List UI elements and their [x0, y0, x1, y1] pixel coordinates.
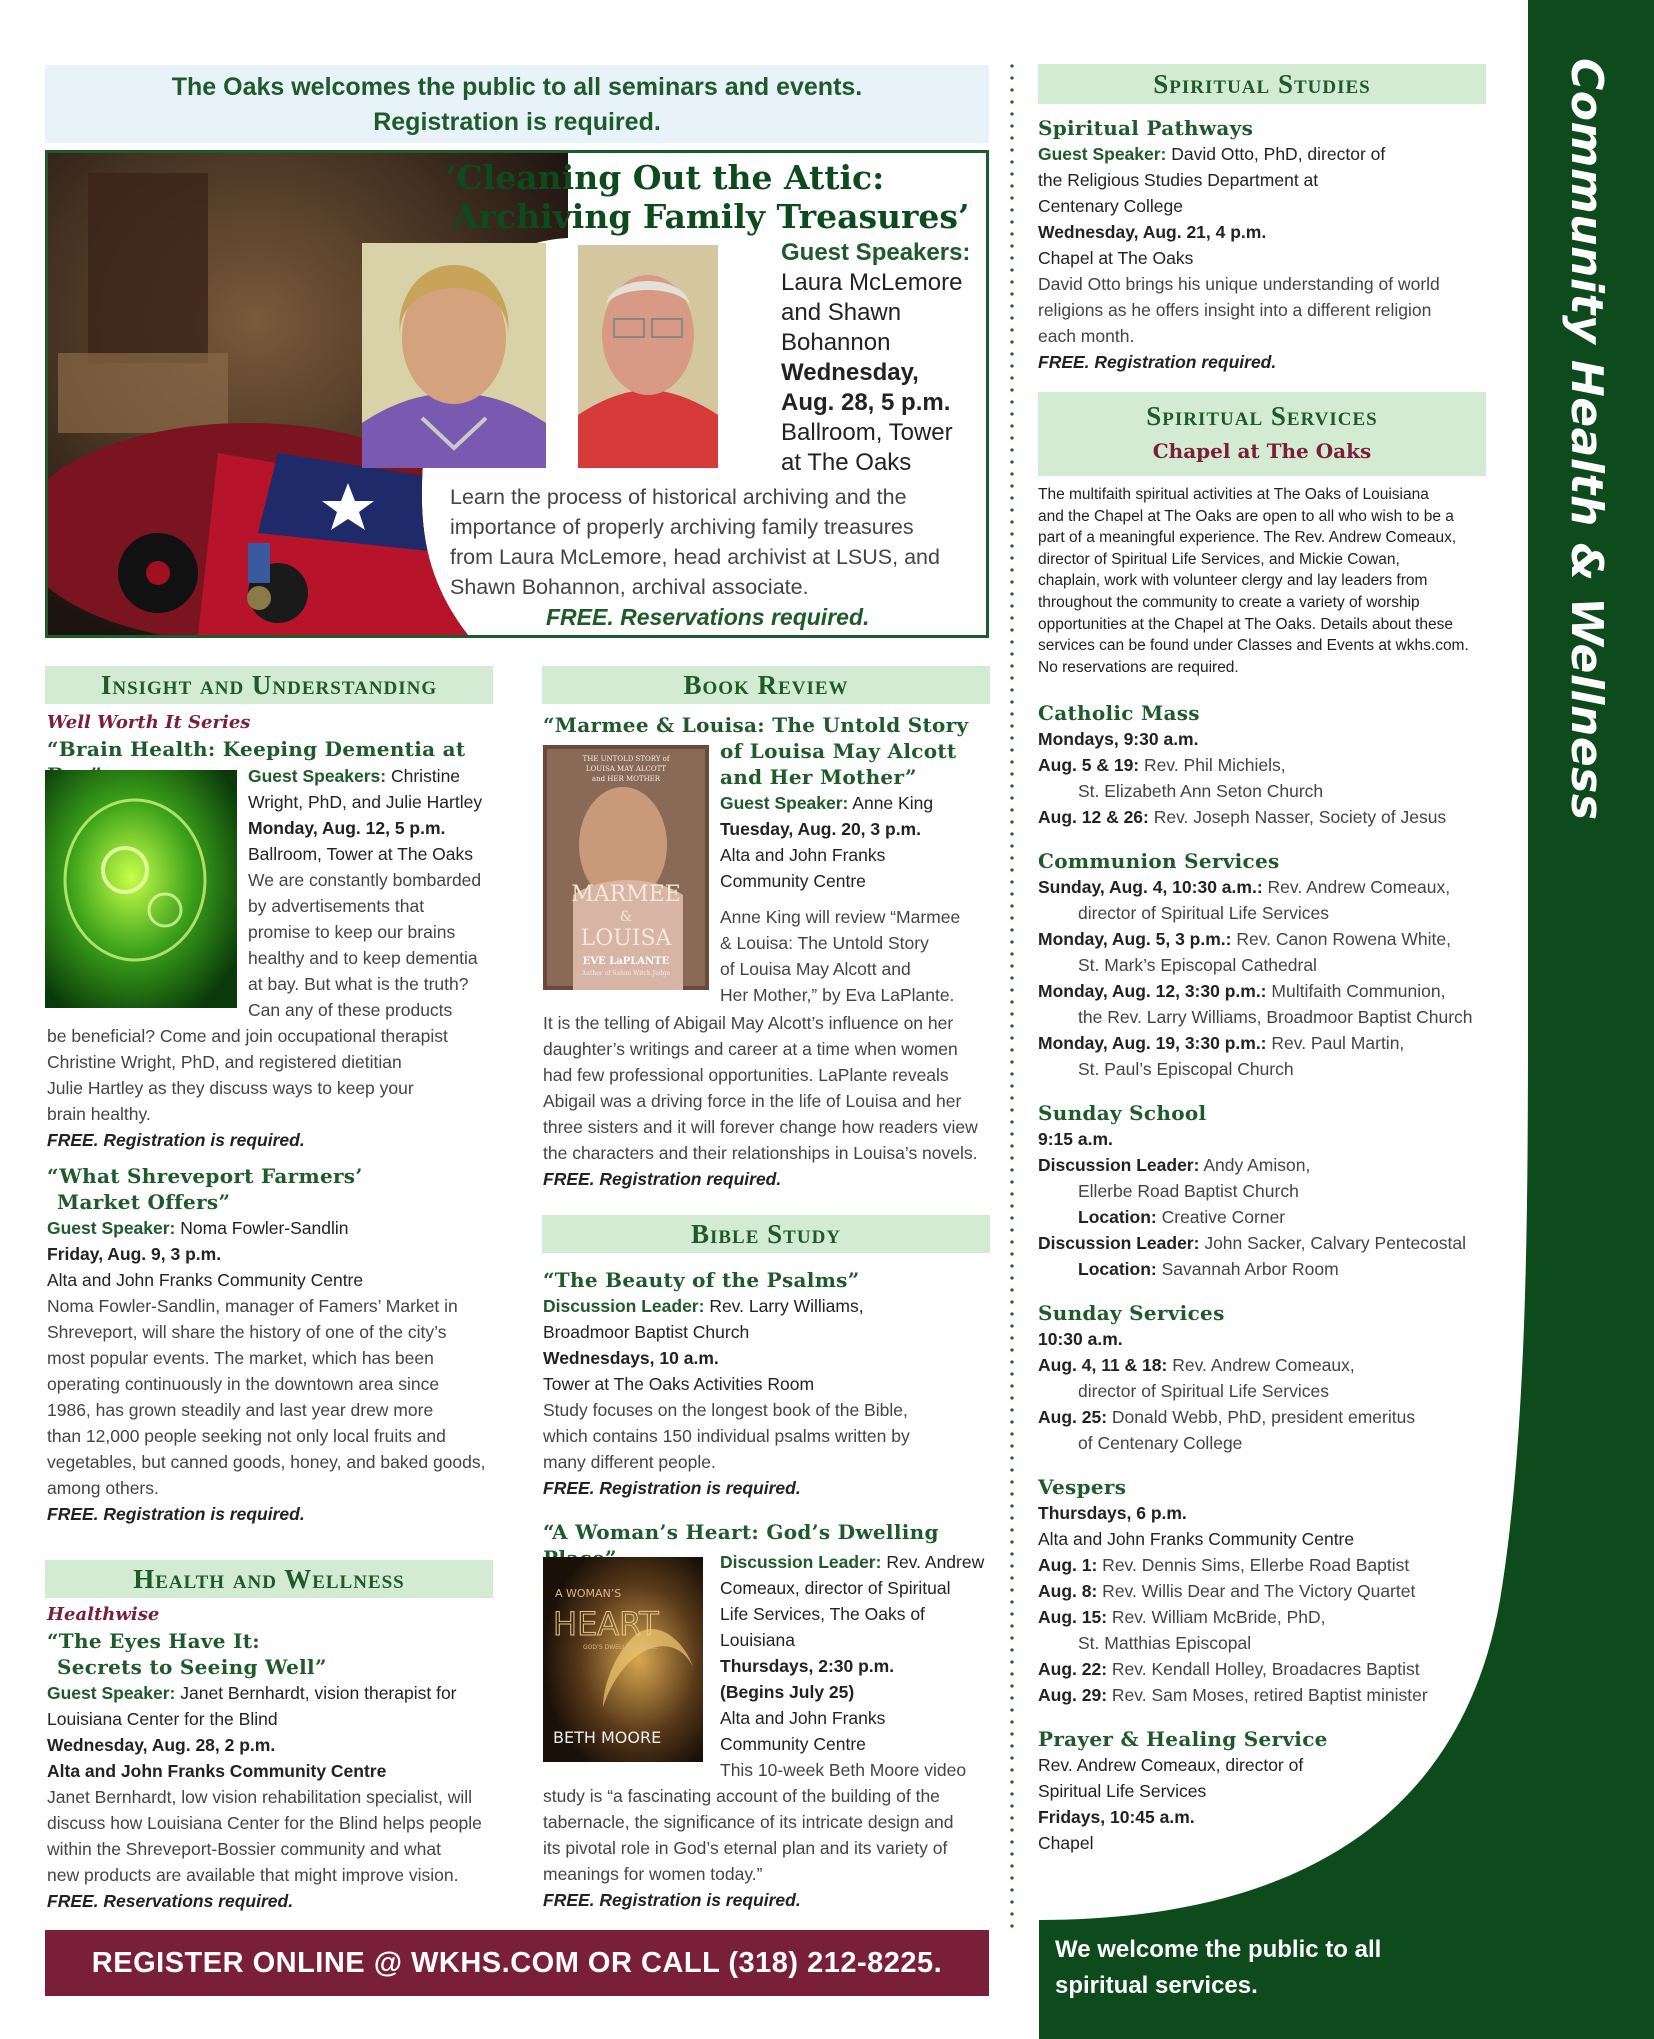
book-cover-author: EVE LaPLANTE	[582, 956, 670, 967]
services-intro-line: and the Chapel at The Oaks are open to all who wish to be a	[1038, 507, 1454, 525]
farmers-desc-line: most popular events. The market, which has been	[47, 1348, 434, 1368]
heart-desc-line: its pivotal role in God’s eternal plan and its variety of	[543, 1838, 948, 1858]
vespers-officiant: Rev. Sam Moses, retired Baptist minister	[1107, 1685, 1428, 1705]
farmers-speaker: Noma Fowler-Sandlin	[175, 1218, 349, 1238]
health-speaker-line2: Louisiana Center for the Blind	[47, 1709, 278, 1729]
communion-date: Monday, Aug. 19, 3:30 p.m.:	[1038, 1033, 1267, 1053]
prayer-place: Chapel	[1038, 1833, 1094, 1853]
health-desc-line: within the Shreveport-Bossier community and what	[47, 1839, 441, 1859]
vespers-date: Aug. 29:	[1038, 1685, 1108, 1705]
studies-speaker-line2: the Religious Studies Department at	[1038, 170, 1319, 190]
feature-desc-line: Shawn Bohannon, archival associate.	[450, 575, 809, 599]
school-time: 9:15 a.m.	[1038, 1129, 1113, 1149]
services-intro-line: No reservations are required.	[1038, 658, 1239, 676]
book-details	[720, 738, 1000, 1008]
communion-detail: St. Paul’s Episcopal Church	[1078, 1059, 1294, 1079]
feature-note: FREE. Reservations required.	[546, 604, 870, 630]
communion-detail: St. Mark’s Episcopal Cathedral	[1078, 955, 1317, 975]
services-intro-line: director of Spiritual Life Services, and Mickie Cowan,	[1038, 550, 1400, 568]
health-desc-line: discuss how Louisiana Center for the Blind helps people	[47, 1813, 482, 1833]
studies-place: Chapel at The Oaks	[1038, 248, 1194, 268]
farmers-title-line1: “What Shreveport Farmers’	[47, 1164, 363, 1188]
insight-desc-line: be beneficial? Come and join occupational therapist	[47, 1026, 448, 1046]
vespers-title: Vespers	[1038, 1475, 1127, 1499]
vespers-officiant: Rev. Willis Dear and The Victory Quartet	[1097, 1581, 1416, 1601]
book-desc-line: Her Mother,” by Eva LaPlante.	[720, 985, 955, 1005]
book-desc-full	[543, 1010, 1003, 1192]
studies-header: Spiritual Studies	[1038, 64, 1486, 104]
farmers-desc-line: Shreveport, will share the history of one of the city’s	[47, 1322, 447, 1342]
health-title-line2: Secrets to Seeing Well”	[57, 1655, 327, 1679]
studies-speaker: David Otto, PhD, director of	[1166, 144, 1386, 164]
farmers-desc-line: among others.	[47, 1478, 159, 1498]
sunday-officiant: Rev. Andrew Comeaux,	[1167, 1355, 1355, 1375]
psalms-desc-line: which contains 150 individual psalms written by	[543, 1426, 910, 1446]
catholic-time: Mondays, 9:30 a.m.	[1038, 729, 1199, 749]
studies-desc-line: religions as he offers insight into a different religion	[1038, 300, 1432, 320]
sidebar-welcome	[1055, 1932, 1381, 2004]
catholic-church: St. Elizabeth Ann Seton Church	[1078, 781, 1324, 801]
heart-leader-line: Comeaux, director of Spiritual	[720, 1578, 951, 1598]
heart-date-line1: Thursdays, 2:30 p.m.	[720, 1656, 895, 1676]
sunday-officiant: Donald Webb, PhD, president emeritus	[1107, 1407, 1416, 1427]
insight-desc-line: Julie Hartley as they discuss ways to keep your	[47, 1078, 414, 1098]
catholic-priest: Rev. Phil Michiels,	[1139, 755, 1286, 775]
book-title	[543, 712, 1003, 738]
feature-title-line1: ‘Cleaning Out the Attic:	[445, 158, 885, 197]
school-leader: John Sacker, Calvary Pentecostal	[1199, 1233, 1466, 1253]
welcome-line1: The Oaks welcomes the public to all seminars and events.	[171, 73, 863, 101]
prayer-title: Prayer & Healing Service	[1038, 1727, 1328, 1751]
insight-title: “Brain Health: Keeping Dementia at	[47, 737, 466, 761]
brain-image	[45, 770, 237, 1008]
book-cover-marmee	[543, 745, 709, 990]
services-intro-line: The multifaith spiritual activities at The Oaks of Louisiana	[1038, 486, 1429, 503]
psalms-desc-line: many different people.	[543, 1452, 716, 1472]
book-desc-line: the characters and their relationships in Louisa’s novels.	[543, 1143, 978, 1163]
feature-title	[445, 158, 969, 236]
insight-desc-line: healthy and to keep dementia	[248, 948, 478, 968]
book-cover-title2: LOUISA	[580, 926, 672, 951]
communion-date: Sunday, Aug. 4, 10:30 a.m.:	[1038, 877, 1263, 897]
book-cover-top-line: LOUISA MAY ALCOTT	[585, 765, 667, 773]
studies-title: Spiritual Pathways	[1038, 116, 1254, 140]
insight-desc-line: promise to keep our brains	[248, 922, 456, 942]
sunday-detail: of Centenary College	[1078, 1433, 1243, 1453]
health-desc-line: new products are available that might improve vision.	[47, 1865, 459, 1885]
book-speaker-label: Guest Speaker:	[720, 793, 849, 813]
health-note: FREE. Reservations required.	[47, 1891, 294, 1911]
insight-desc-line: We are constantly bombarded	[248, 870, 482, 890]
book-desc-line: & Louisa: The Untold Story	[720, 933, 929, 953]
sunday-time: 10:30 a.m.	[1038, 1329, 1123, 1349]
studies-speaker-line3: Centenary College	[1038, 196, 1183, 216]
vespers-place: Alta and John Franks Community Centre	[1038, 1529, 1355, 1549]
services-intro-line: services can be found under Classes and Events at wkhs.com.	[1038, 637, 1469, 655]
vespers-date: Aug. 15:	[1038, 1607, 1108, 1627]
psalms-desc-line: Study focuses on the longest book of the Bible,	[543, 1400, 908, 1420]
insight-desc-full	[47, 1023, 507, 1527]
farmers-desc-line: than 12,000 people seeking not only local fruits and	[47, 1426, 446, 1446]
insight-place: Ballroom, Tower at The Oaks	[248, 844, 474, 864]
feature-details	[781, 238, 970, 478]
sunday-detail: director of Spiritual Life Services	[1078, 1381, 1329, 1401]
farmers-note: FREE. Registration is required.	[47, 1504, 305, 1524]
feature-place-line1: Ballroom, Tower	[781, 419, 953, 446]
school-church: Ellerbe Road Baptist Church	[1078, 1181, 1299, 1201]
heart-leader-line: Louisiana	[720, 1630, 795, 1650]
health-date: Wednesday, Aug. 28, 2 p.m.	[47, 1735, 276, 1755]
studies-note: FREE. Registration required.	[1038, 352, 1277, 372]
book-cover-sub: Author of Salem Witch Judge	[581, 970, 671, 977]
book-speaker: Anne King	[848, 793, 934, 813]
book-place-line1: Alta and John Franks	[720, 845, 886, 865]
vespers-date: Aug. 22:	[1038, 1659, 1108, 1679]
farmers-desc-line: operating continuously in the downtown area since	[47, 1374, 440, 1394]
portrait-laura-mclemore	[362, 243, 546, 468]
farmers-desc-line: 1986, has grown steadily and last year drew more	[47, 1400, 434, 1420]
studies-speaker-label: Guest Speaker:	[1038, 144, 1167, 164]
communion-officiant: Rev. Canon Rowena White,	[1231, 929, 1451, 949]
column-divider	[1009, 60, 1015, 1930]
sidebar-welcome-line2: spiritual services.	[1055, 1972, 1258, 1999]
insight-desc-line: Christine Wright, PhD, and registered dietitian	[47, 1052, 402, 1072]
psalms-place: Tower at The Oaks Activities Room	[543, 1374, 815, 1394]
services-header: Spiritual Services	[1146, 401, 1378, 431]
feature-desc-line: importance of properly archiving family treasures	[450, 515, 914, 539]
heart-leader-line: Life Services, The Oaks of	[720, 1604, 925, 1624]
insight-speaker-line2: Wright, PhD, and Julie Hartley	[248, 792, 483, 812]
services-sub: Chapel at The Oaks	[1152, 439, 1372, 463]
insight-desc-line: by advertisements that	[248, 896, 425, 916]
book-header: Book Review	[542, 666, 990, 704]
communion-detail: director of Spiritual Life Services	[1078, 903, 1329, 923]
feature-date-line1: Wednesday,	[781, 359, 919, 386]
school-leader-label: Discussion Leader:	[1038, 1155, 1200, 1175]
sidebar-title: Community Health & Wellness	[1561, 58, 1612, 821]
book-desc-line: Abigail was a driving force in the life of Louisa and her	[543, 1091, 962, 1111]
school-location-label: Location:	[1078, 1259, 1157, 1279]
studies-section	[1038, 115, 1508, 375]
feature-title-line2: Archiving Family Treasures’	[453, 197, 970, 236]
bible-section	[543, 1267, 1003, 1571]
insight-desc-line: Can any of these products	[248, 1000, 453, 1020]
communion-detail: the Rev. Larry Williams, Broadmoor Baptist Church	[1078, 1007, 1473, 1027]
psalms-note: FREE. Registration is required.	[543, 1478, 801, 1498]
farmers-speaker-label: Guest Speaker:	[47, 1218, 176, 1238]
book-cover-top-line: THE UNTOLD STORY of	[582, 755, 670, 763]
insight-date: Monday, Aug. 12, 5 p.m.	[248, 818, 446, 838]
insight-series: Well Worth It Series	[47, 712, 251, 733]
heart-desc-line: meanings for women today.”	[543, 1864, 763, 1884]
bible-header: Bible Study	[542, 1215, 990, 1253]
insight-note: FREE. Registration is required.	[47, 1130, 305, 1150]
heart-desc-full	[543, 1783, 1003, 1913]
vespers-officiant: Rev. Dennis Sims, Ellerbe Road Baptist	[1097, 1555, 1410, 1575]
heart-cover-line2: HEART	[553, 1605, 659, 1643]
heart-leader-label: Discussion Leader:	[720, 1552, 882, 1572]
heart-cover-sub: GOD’S DWELLING PLACE	[583, 1644, 658, 1651]
health-header: Health and Wellness	[45, 1560, 493, 1598]
book-desc-line: It is the telling of Abigail May Alcott’s influence on her	[543, 1013, 954, 1033]
feature-description	[450, 482, 940, 632]
sunday-date: Aug. 25:	[1038, 1407, 1108, 1427]
vespers-detail: St. Matthias Episcopal	[1078, 1633, 1252, 1653]
book-cover-womans-heart	[543, 1557, 703, 1762]
services-intro-line: throughout the community to create a variety of worship	[1038, 593, 1420, 611]
welcome-line2: Registration is required.	[373, 108, 661, 136]
studies-date: Wednesday, Aug. 21, 4 p.m.	[1038, 222, 1267, 242]
communion-title: Communion Services	[1038, 849, 1280, 873]
book-desc-line: daughter’s writings and career at a time when women	[543, 1039, 958, 1059]
book-title-line3: and Her Mother”	[720, 765, 917, 789]
book-date: Tuesday, Aug. 20, 3 p.m.	[720, 819, 921, 839]
health-title-line1: “The Eyes Have It:	[47, 1629, 260, 1653]
book-cover-amp: &	[619, 909, 633, 925]
book-desc-line: had few professional opportunities. LaPlante reveals	[543, 1065, 949, 1085]
school-location-label: Location:	[1078, 1207, 1157, 1227]
insight-details	[248, 763, 508, 1023]
communion-officiant: Multifaith Communion,	[1266, 981, 1446, 1001]
school-location: Creative Corner	[1156, 1207, 1286, 1227]
communion-date: Monday, Aug. 5, 3 p.m.:	[1038, 929, 1232, 949]
book-desc-line: of Louisa May Alcott and	[720, 959, 911, 979]
psalms-leader: Rev. Larry Williams,	[704, 1296, 864, 1316]
farmers-desc-line: Noma Fowler-Sandlin, manager of Famers’ Market in	[47, 1296, 458, 1316]
health-speaker: Janet Bernhardt, vision therapist for	[175, 1683, 457, 1703]
feature-date-line2: Aug. 28, 5 p.m.	[781, 389, 951, 416]
heart-title: “A Woman’s Heart: God’s Dwelling	[543, 1520, 939, 1544]
sunday-title: Sunday Services	[1038, 1301, 1225, 1325]
heart-desc-line: study is “a fascinating account of the building of the	[543, 1786, 940, 1806]
insight-header: Insight and Understanding	[45, 666, 493, 704]
school-location: Savannah Arbor Room	[1156, 1259, 1339, 1279]
heart-desc-side: This 10-week Beth Moore video	[720, 1760, 967, 1780]
feature-desc-line: Learn the process of historical archiving and the	[450, 485, 907, 509]
services-list	[1038, 700, 1508, 1856]
psalms-leader-label: Discussion Leader:	[543, 1296, 705, 1316]
prayer-line1: Rev. Andrew Comeaux, director of	[1038, 1755, 1304, 1775]
feature-desc-line: from Laura McLemore, head archivist at LSUS, and	[450, 545, 940, 569]
register-text[interactable]: REGISTER ONLINE @ WKHS.COM OR CALL (318) 212-8225.	[91, 1947, 943, 1979]
health-desc-line: Janet Bernhardt, low vision rehabilitation specialist, will	[47, 1787, 473, 1807]
prayer-time: Fridays, 10:45 a.m.	[1038, 1807, 1195, 1827]
heart-cover-author: BETH MOORE	[553, 1728, 662, 1747]
catholic-title: Catholic Mass	[1038, 701, 1200, 725]
book-place-line2: Community Centre	[720, 871, 866, 891]
health-series: Healthwise	[47, 1604, 160, 1625]
feature-speakers-label: Guest Speakers:	[781, 239, 971, 266]
book-title-line1: “Marmee & Louisa: The Untold Story	[543, 713, 969, 737]
school-title: Sunday School	[1038, 1101, 1207, 1125]
school-leader-label: Discussion Leader:	[1038, 1233, 1200, 1253]
book-desc-line: three sisters and it will forever change how readers view	[543, 1117, 978, 1137]
communion-officiant: Rev. Andrew Comeaux,	[1262, 877, 1451, 897]
insight-speaker: Christine	[386, 766, 461, 786]
vespers-date: Aug. 8:	[1038, 1581, 1098, 1601]
farmers-title-line2: Market Offers”	[57, 1190, 231, 1214]
vespers-date: Aug. 1:	[1038, 1555, 1098, 1575]
studies-desc-line: David Otto brings his unique understanding of world	[1038, 274, 1440, 294]
psalms-title: “The Beauty of the Psalms”	[543, 1268, 860, 1292]
sunday-date: Aug. 4, 11 & 18:	[1038, 1355, 1168, 1375]
insight-desc-line: brain healthy.	[47, 1104, 151, 1124]
psalms-leader-line2: Broadmoor Baptist Church	[543, 1322, 750, 1342]
catholic-date: Aug. 12 & 26:	[1038, 807, 1149, 827]
register-banner[interactable]	[45, 1930, 989, 1996]
communion-date: Monday, Aug. 12, 3:30 p.m.:	[1038, 981, 1267, 1001]
insight-desc-line: at bay. But what is the truth?	[248, 974, 469, 994]
studies-desc-line: each month.	[1038, 326, 1135, 346]
catholic-date: Aug. 5 & 19:	[1038, 755, 1140, 775]
heart-cover-line1: A WOMAN’S	[555, 1587, 622, 1600]
services-intro-line: part of a meaningful experience. The Rev. Andrew Comeaux,	[1038, 529, 1457, 547]
psalms-date: Wednesdays, 10 a.m.	[543, 1348, 719, 1368]
book-cover-top-line: and HER MOTHER	[591, 775, 661, 783]
farmers-place: Alta and John Franks Community Centre	[47, 1270, 364, 1290]
sidebar-welcome-line1: We welcome the public to all	[1055, 1936, 1382, 1963]
services-intro-line: chaplain, work with volunteer clergy and lay leaders from	[1038, 572, 1428, 590]
services-intro-line: opportunities at the Chapel at The Oaks. Details about these	[1038, 615, 1454, 633]
welcome-banner	[45, 65, 989, 143]
heart-place-line1: Alta and John Franks	[720, 1708, 886, 1728]
book-desc-line: Anne King will review “Marmee	[720, 907, 961, 927]
feature-speaker-line: Laura McLemore	[781, 269, 963, 296]
heart-desc-line: tabernacle, the significance of its intricate design and	[543, 1812, 954, 1832]
communion-officiant: Rev. Paul Martin,	[1266, 1033, 1405, 1053]
feature-speaker-line: Bohannon	[781, 329, 891, 356]
catholic-priest: Rev. Joseph Nasser, Society of Jesus	[1148, 807, 1447, 827]
health-section	[47, 1602, 507, 1914]
feature-speaker-line: and Shawn	[781, 299, 902, 326]
heart-details	[720, 1549, 1000, 1783]
heart-note: FREE. Registration is required.	[543, 1890, 801, 1910]
portrait-shawn-bohannon	[578, 245, 718, 468]
book-title-line2: of Louisa May Alcott	[720, 739, 957, 763]
book-cover-title1: MARMEE	[571, 882, 681, 907]
book-note: FREE. Registration required.	[543, 1169, 782, 1189]
farmers-desc-line: vegetables, but canned goods, honey, and baked goods,	[47, 1452, 486, 1472]
feature-place-line2: at The Oaks	[781, 449, 912, 476]
vespers-officiant: Rev. William McBride, PhD,	[1107, 1607, 1326, 1627]
vespers-time: Thursdays, 6 p.m.	[1038, 1503, 1187, 1523]
services-intro	[1038, 484, 1508, 678]
vespers-officiant: Rev. Kendall Holley, Broadacres Baptist	[1107, 1659, 1420, 1679]
heart-place-line2: Community Centre	[720, 1734, 866, 1754]
farmers-date: Friday, Aug. 9, 3 p.m.	[47, 1244, 222, 1264]
health-speaker-label: Guest Speaker:	[47, 1683, 176, 1703]
health-place: Alta and John Franks Community Centre	[47, 1761, 387, 1781]
insight-speaker-label: Guest Speakers:	[248, 766, 387, 786]
prayer-line2: Spiritual Life Services	[1038, 1781, 1207, 1801]
school-leader: Andy Amison,	[1199, 1155, 1311, 1175]
heart-date-line2: (Begins July 25)	[720, 1682, 855, 1702]
services-header-block	[1038, 392, 1486, 476]
heart-leader: Rev. Andrew	[881, 1552, 985, 1572]
